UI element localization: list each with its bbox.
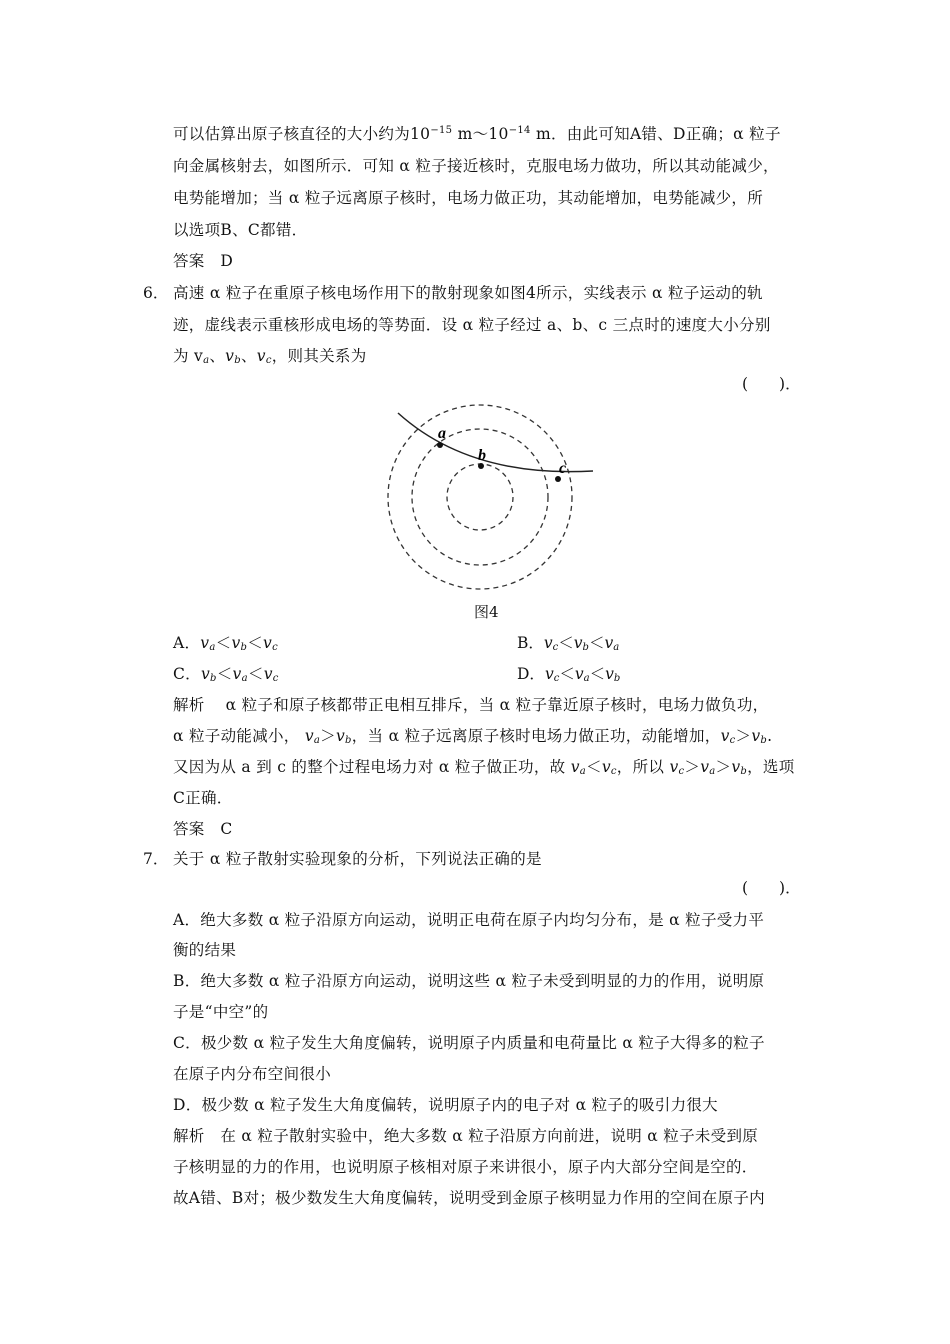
point-a-label: a xyxy=(438,425,446,442)
q6-option-d: D．$v_c<v_a<v_b$ xyxy=(517,665,621,684)
q6-option-b: B．$v_c<v_b<v_a$ xyxy=(517,634,620,653)
q7-option-b-line-2: 子是“中空”的 xyxy=(173,1003,269,1021)
q6-answer-blank: ( )． xyxy=(742,375,801,393)
q5-analysis-line-4: 以选项B、C都错． xyxy=(173,221,308,239)
q5-analysis-line-2: 向金属核射去，如图所示．可知 α 粒子接近核时，克服电场力做功，所以其动能减少， xyxy=(173,157,779,175)
q6-stem-line-1: 高速 α 粒子在重原子核电场作用下的散射现象如图4所示，实线表示 α 粒子运动的轨 xyxy=(173,284,763,302)
q6-number: 6． xyxy=(143,284,169,302)
q6-analysis-line-3: 又因为从 a 到 c 的整个过程电场力对 α 粒子做正功，故 $v_a<v_c$，所以 $v_c>v_a>v_b$，选项 xyxy=(173,758,795,777)
q7-analysis-line-1: 解析 在 α 粒子散射实验中，绝大多数 α 粒子沿原方向前进，说明 α 粒子未受到原 xyxy=(173,1127,759,1145)
point-b-label: b xyxy=(478,447,486,464)
q6-analysis-line-2: α 粒子动能减小， $v_a>v_b$，当 α 粒子远离原子核时电场力做正功，动能增加，$v_c>v_b$. xyxy=(173,727,773,746)
point-a-dot xyxy=(437,442,443,448)
equipotential-inner xyxy=(447,464,513,530)
q7-analysis-line-2: 子核明显的力的作用，也说明原子核相对原子来讲很小，原子内大部分空间是空的． xyxy=(173,1158,758,1176)
q6-analysis-line-4: C正确． xyxy=(173,789,233,807)
figure-caption: 图4 xyxy=(474,603,499,621)
q7-number: 7． xyxy=(143,850,169,868)
q7-option-a-line-2: 衡的结果 xyxy=(173,941,237,959)
q7-option-d: D．极少数 α 粒子发生大角度偏转，说明原子内的电子对 α 粒子的吸引力很大 xyxy=(173,1096,718,1114)
q7-option-c-line-2: 在原子内分布空间很小 xyxy=(173,1065,332,1083)
q7-answer-blank: ( )． xyxy=(742,879,801,897)
q5-analysis-line-1: 可以估算出原子核直径的大小约为$10^{-15}$ $m\sim 10^{-14}$ m．由此可知A错、D正确；α 粒子 xyxy=(173,125,781,143)
q7-option-b-line-1: B．绝大多数 α 粒子沿原方向运动，说明这些 α 粒子未受到明显的力的作用，说明原 xyxy=(173,972,765,990)
q6-option-a: A．$v_a<v_b<v_c$ xyxy=(173,634,278,653)
q6-stem-line-3: 为 $v_a$、$v_b$、$v_c$，则其关系为 xyxy=(173,347,367,366)
q7-analysis-line-3: 故A错、B对；极少数发生大角度偏转，说明受到金原子核明显力作用的空间在原子内 xyxy=(173,1189,765,1207)
q5-analysis-line-3: 电势能增加；当 α 粒子远离原子核时，电场力做正功，其动能增加，电势能减少，所 xyxy=(173,189,764,207)
q5-answer: 答案 D xyxy=(173,252,234,270)
q6-answer: 答案 C xyxy=(173,820,233,838)
q7-option-c-line-1: C．极少数 α 粒子发生大角度偏转，说明原子内质量和电荷量比 α 粒子大得多的粒子 xyxy=(173,1034,765,1052)
q7-option-a-line-1: A．绝大多数 α 粒子沿原方向运动，说明正电荷在原子内均匀分布，是 α 粒子受力平 xyxy=(173,911,765,929)
equipotential-outer xyxy=(388,405,572,589)
q6-option-c: C．$v_b<v_a<v_c$ xyxy=(173,665,279,684)
point-c-label: c xyxy=(559,460,567,477)
scattering-figure xyxy=(360,400,610,595)
q6-analysis-line-1: 解析 α 粒子和原子核都带正电相互排斥，当 α 粒子靠近原子核时，电场力做负功， xyxy=(173,696,769,714)
q7-stem: 关于 α 粒子散射实验现象的分析，下列说法正确的是 xyxy=(173,850,542,868)
q6-stem-line-2: 迹，虚线表示重核形成电场的等势面．设 α 粒子经过 a、b、c 三点时的速度大小分别 xyxy=(173,316,771,334)
